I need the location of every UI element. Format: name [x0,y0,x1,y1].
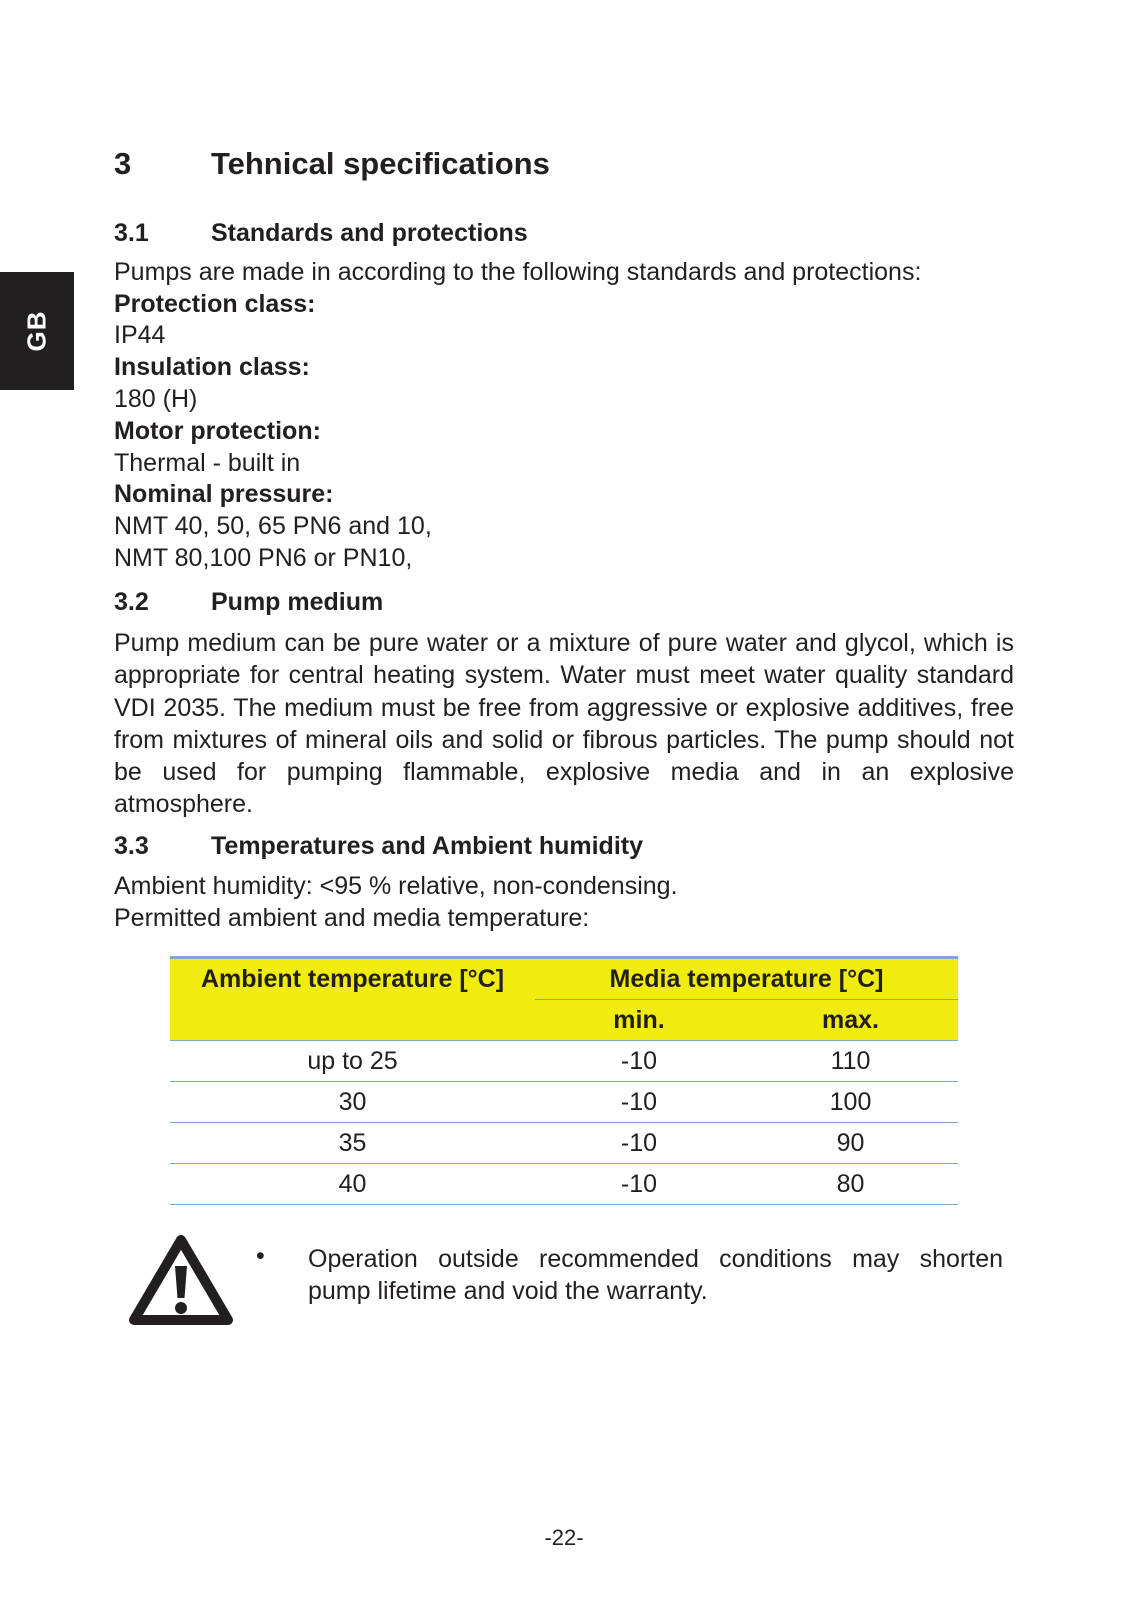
temperature-intro-line: Permitted ambient and media temperature: [114,904,590,932]
standards-intro: Pumps are made in according to the following standards and protections: [114,258,922,286]
min-cell: -10 [535,1082,743,1123]
spec-value: NMT 80,100 PN6 or PN10, [114,544,413,572]
ambient-cell: 30 [170,1082,535,1123]
max-cell: 110 [743,1041,958,1082]
spec-label: Nominal pressure: [114,480,334,508]
ambient-temperature-header: Ambient temperature [°C] [170,958,535,1000]
warning-triangle-icon [128,1232,234,1326]
temperature-table [170,956,958,1205]
humidity-line: Ambient humidity: <95 % relative, non-condensing. [114,872,678,900]
min-header: min. [535,1000,743,1041]
warning-bullet: • [256,1242,265,1270]
subsection-number: 3.2 [114,588,149,616]
subsection-number: 3.1 [114,219,149,247]
pump-medium-paragraph: Pump medium can be pure water or a mixture of pure water and glycol, which is appropriate for central heating system. Water must meet water quality standard VDI 2035. The medium must be free from aggressive or explosive additives, free from mixtures of mineral oils and solid or fibrous particles. The pump should not be used for pumping flammable, explosive media and in an explosive atmosphere. [114,629,1014,819]
spec-label: Protection class: [114,290,316,318]
subsection-title: Temperatures and Ambient humidity [211,832,644,860]
ambient-cell: 40 [170,1164,535,1205]
page-number: -22- [544,1525,584,1550]
table-header-row [170,958,958,1000]
spec-label: Insulation class: [114,353,310,381]
subsection-title: Pump medium [211,588,384,616]
min-cell: -10 [535,1123,743,1164]
subsection-title: Standards and protections [211,219,528,247]
language-tab [0,272,74,390]
spec-value: 180 (H) [114,385,198,413]
table-row [170,1082,958,1123]
min-cell: -10 [535,1041,743,1082]
language-tab-label: GB [21,310,52,352]
spec-label: Motor protection: [114,417,321,445]
max-cell: 100 [743,1082,958,1123]
subsection-heading-3-1 [114,219,528,248]
table-row [170,1164,958,1205]
spec-value: NMT 40, 50, 65 PN6 and 10, [114,512,432,540]
table-row [170,1123,958,1164]
spec-value: Thermal - built in [114,449,301,477]
min-cell: -10 [535,1164,743,1205]
ambient-cell: up to 25 [170,1041,535,1082]
section-title: Tehnical specifications [211,146,550,181]
max-cell: 80 [743,1164,958,1205]
subsection-heading-3-2 [114,588,384,617]
table-subheader-row [170,1000,958,1041]
max-header: max. [743,1000,958,1041]
table-row [170,1041,958,1082]
spec-value: IP44 [114,321,166,349]
media-temperature-header: Media temperature [°C] [535,958,958,1000]
warning-text: Operation outside recommended conditions may shorten pump lifetime and void the warranty. [308,1245,1003,1305]
max-cell: 90 [743,1123,958,1164]
blank-header-cell [170,1000,535,1041]
ambient-cell: 35 [170,1123,535,1164]
section-number: 3 [114,146,132,181]
subsection-heading-3-3 [114,832,644,861]
subsection-number: 3.3 [114,832,149,860]
